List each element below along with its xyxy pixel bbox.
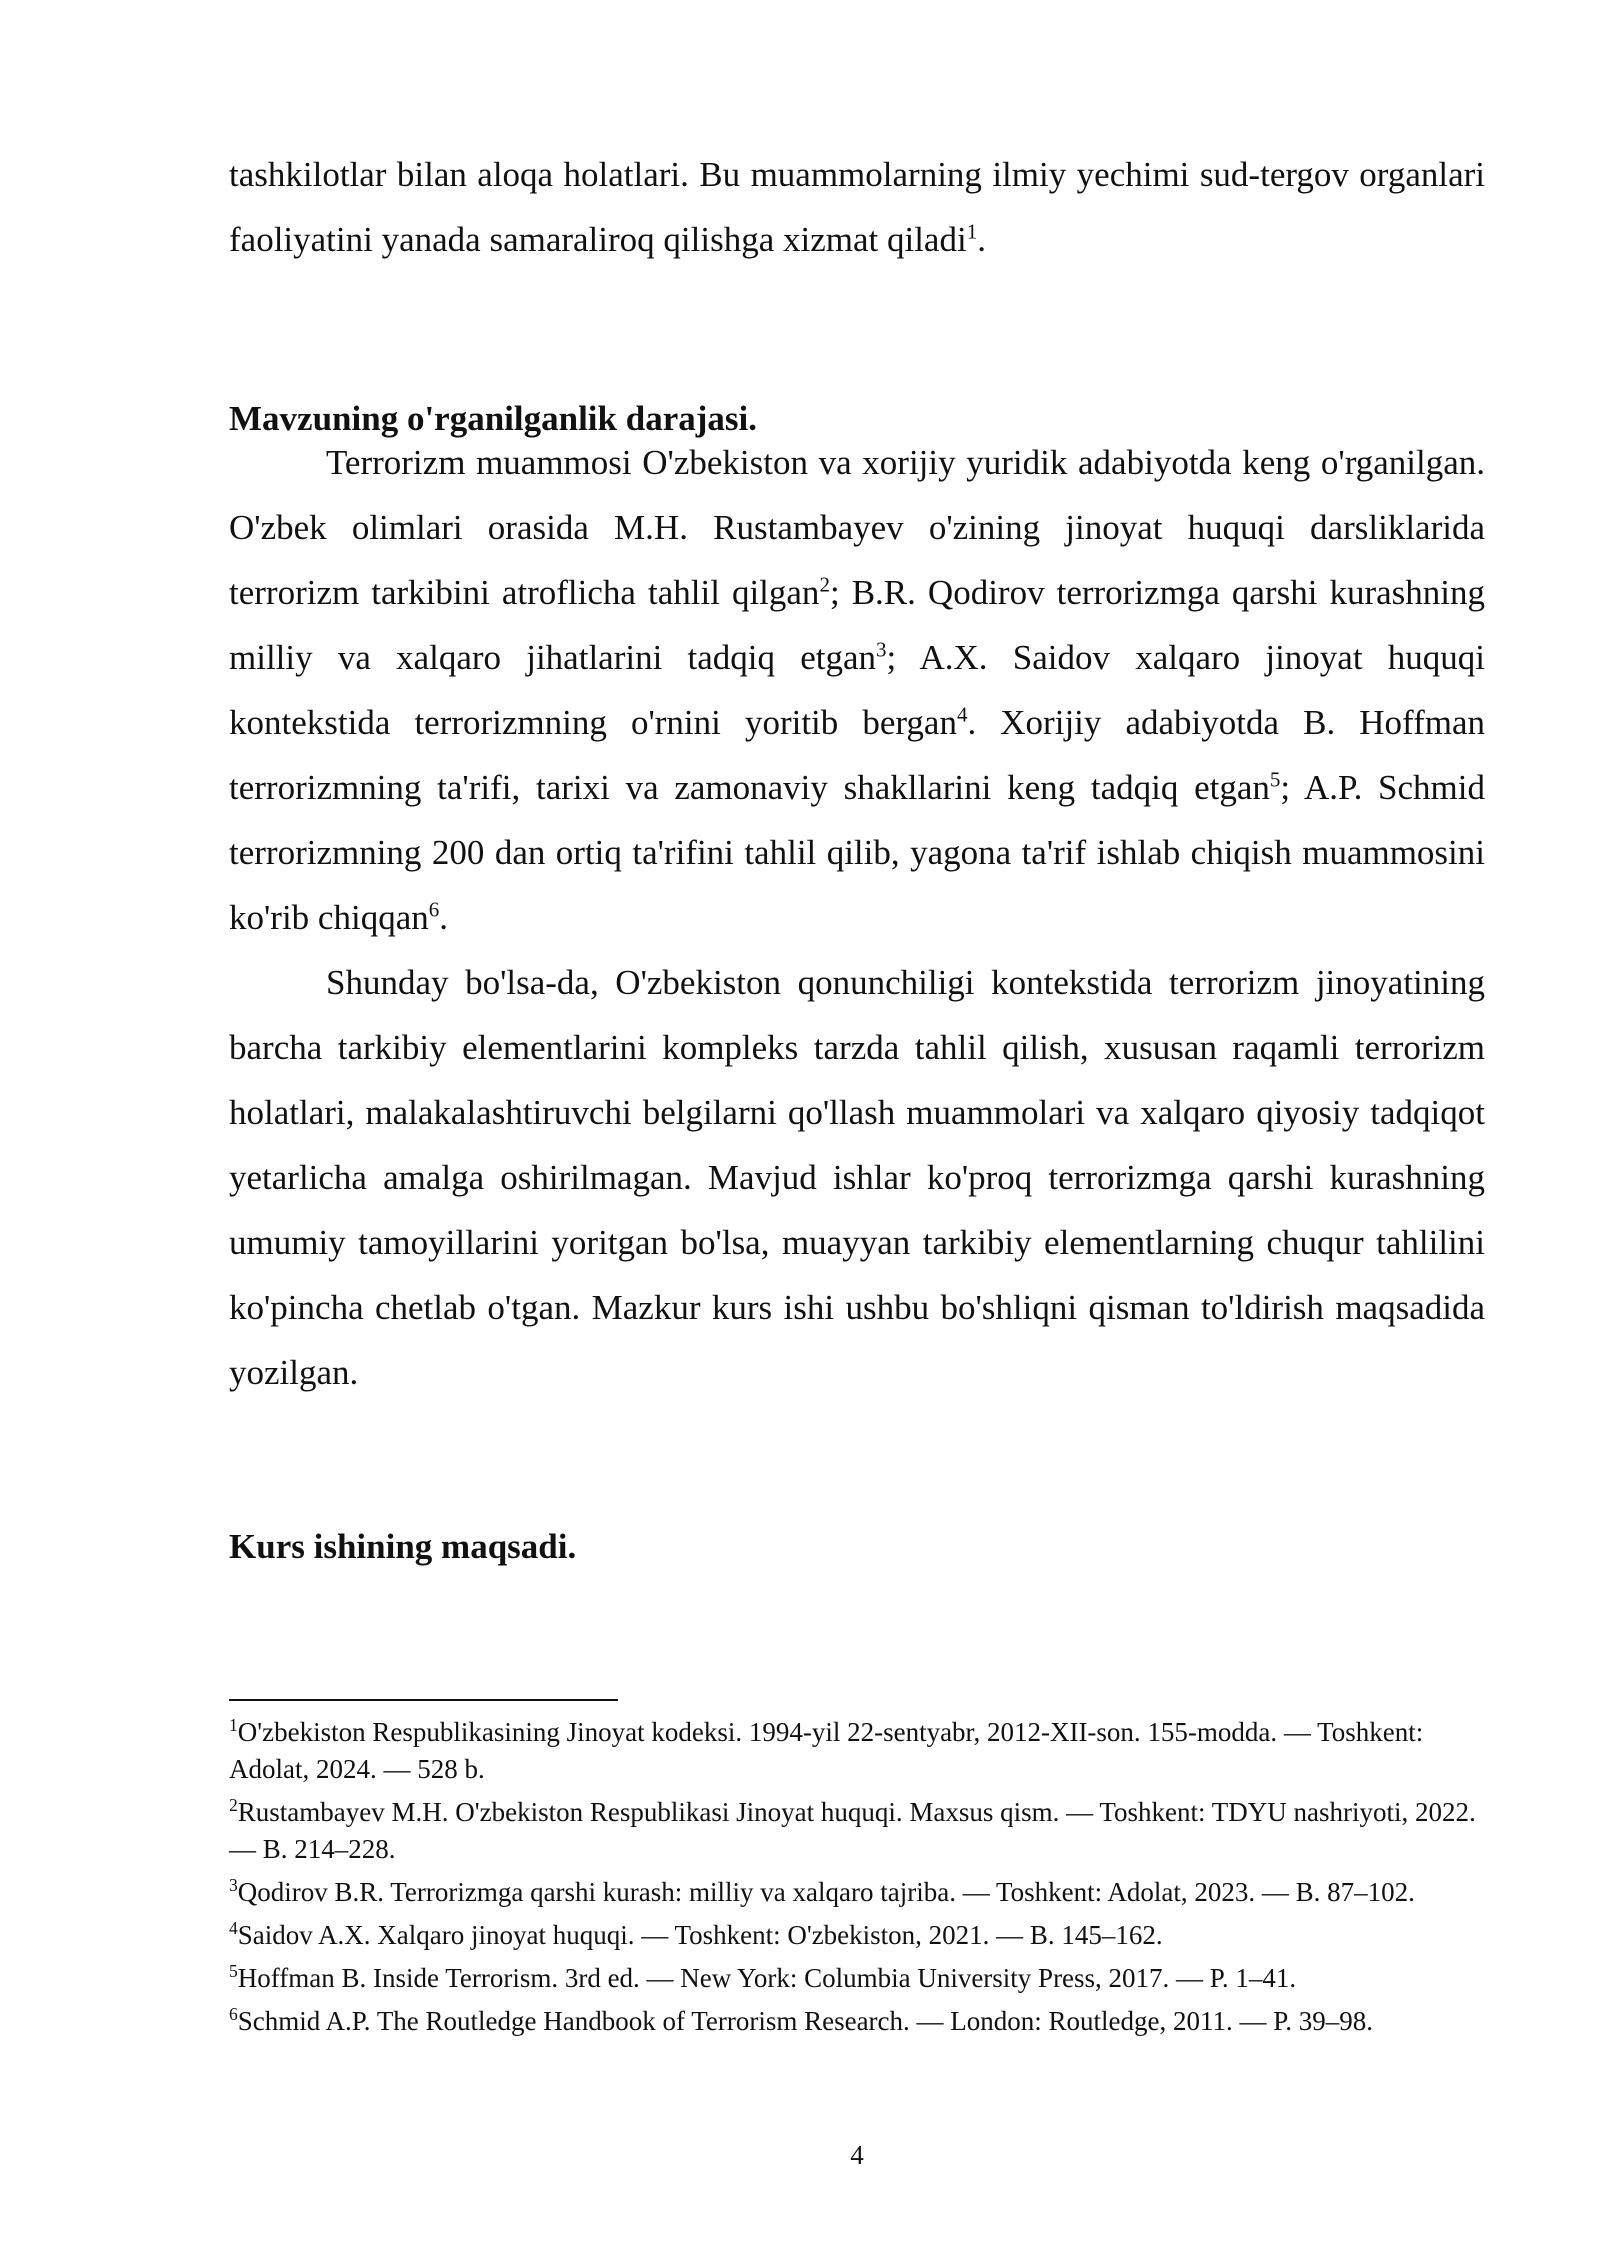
footnote-number: 4 [229, 1918, 238, 1938]
p1-text-2: ; B.R. Qodirov terrorizmga qarshi kurashning milliy va xalqaro jihatlarini tadqiq etgan [229, 573, 1485, 677]
footnote-number: 5 [229, 1961, 238, 1981]
footnote-ref-4[interactable]: 4 [956, 702, 968, 727]
footnote [229, 1917, 1485, 1954]
footnote-ref-3[interactable]: 3 [876, 637, 887, 662]
footnote-number: 3 [229, 1875, 238, 1895]
research-gap-paragraph: Shunday bo'lsa-da, O'zbekiston qonunchiligi kontekstida terrorizm jinoyatining barcha tarkibiy elementlarini kompleks tarzda tahlil qilish, xususan raqamli terrorizm holatlari, malakalashtiruvchi belgilarni qo'llash muammolari va xalqaro qiyosiy tadqiqot yetarlicha amalga oshirilmagan. Mavjud ishlar ko'proq terrorizmga qarshi kurashning umumiy tamoyillarini yoritgan bo'lsa, muayyan tarkibiy elementlarning chuqur tahlilini ko'pincha chetlab o'tgan. Mazkur kurs ishi ushbu bo'shliqni qisman to'ldirish maqsadida yozilgan. [229, 963, 1485, 1392]
p1-text-4: . Xorijiy adabiyotda B. Hoffman terrorizmning ta'rifi, tarixi va zamonaviy shakllarini keng tadqiq etgan [229, 703, 1485, 807]
body-paragraphs [229, 430, 1485, 1405]
p1-text-1: Terrorizm muammosi O'zbekiston va xorijiy yuridik adabiyotda keng o'rganilgan. O'zbek olimlari orasida M.H. Rustambayev o'zining jinoyat huquqi darsliklarida terrorizm tarkibini atroflicha tahlil qilgan [229, 443, 1485, 612]
footnote-ref-1[interactable]: 1 [966, 219, 978, 244]
footnote-number: 2 [229, 1795, 238, 1815]
footnote-ref-5[interactable]: 5 [1269, 767, 1281, 792]
page-number: 4 [850, 2140, 864, 2170]
footnote [229, 1794, 1485, 1868]
footnote-text: Qodirov B.R. Terrorizmga qarshi kurash: milliy va xalqaro tajriba. — Toshkent: Adolat, 2023. — B. 87–102. [237, 1877, 1415, 1907]
footnote-ref-2[interactable]: 2 [819, 572, 830, 597]
footnote-text: Saidov A.X. Xalqaro jinoyat huquqi. — Toshkent: O'zbekiston, 2021. — B. 145–162. [237, 1920, 1163, 1950]
study-level-paragraph [229, 430, 1485, 950]
p1-text-6: . [439, 898, 448, 937]
footnotes [229, 1714, 1485, 2046]
footnote-text: Hoffman B. Inside Terrorism. 3rd ed. — New York: Columbia University Press, 2017. — P. 1–41. [237, 1963, 1297, 1993]
footnote-number: 1 [229, 1715, 238, 1735]
intro-paragraph [229, 142, 1485, 272]
intro-end: . [977, 220, 986, 259]
footnote [229, 1874, 1485, 1911]
footnote [229, 1714, 1485, 1788]
footnote-ref-6[interactable]: 6 [428, 897, 440, 922]
footnote-text: O'zbekiston Respublikasining Jinoyat kodeksi. 1994-yil 22-sentyabr, 2012-XII-son. 155-modda. — Toshkent: Adolat, 2024. — 528 b. [229, 1717, 1424, 1784]
footnote-text: Schmid A.P. The Routledge Handbook of Terrorism Research. — London: Routledge, 2011. — P. 39–98. [237, 2006, 1374, 2036]
p1-text-5: ; A.P. Schmid terrorizmning 200 dan ortiq ta'rifini tahlil qilib, yagona ta'rif ishlab chiqish muammosini ko'rib chiqqan [229, 768, 1485, 937]
footnote-divider [229, 1699, 618, 1701]
footnote-text: Rustambayev M.H. O'zbekiston Respublikasi Jinoyat huquqi. Maxsus qism. — Toshkent: TDYU nashriyoti, 2022. — B. 214–228. [229, 1797, 1476, 1864]
footnote-number: 6 [229, 2004, 238, 2024]
footnote [229, 1960, 1485, 1997]
document-page [229, 0, 1485, 2262]
footnote [229, 2003, 1485, 2040]
intro-text: tashkilotlar bilan aloqa holatlari. Bu muammolarning ilmiy yechimi sud-tergov organlari faoliyatini yanada samaraliroq qilishga xizmat qiladi [229, 155, 1485, 259]
section-heading-course-goal: Kurs ishining maqsadi. [229, 1527, 577, 1566]
p1-text-3: ; A.X. Saidov xalqaro jinoyat huquqi kontekstida terrorizmning o'rnini yoritib bergan [229, 638, 1485, 742]
section-heading-study-level: Mavzuning o'rganilganlik darajasi. [229, 399, 757, 438]
